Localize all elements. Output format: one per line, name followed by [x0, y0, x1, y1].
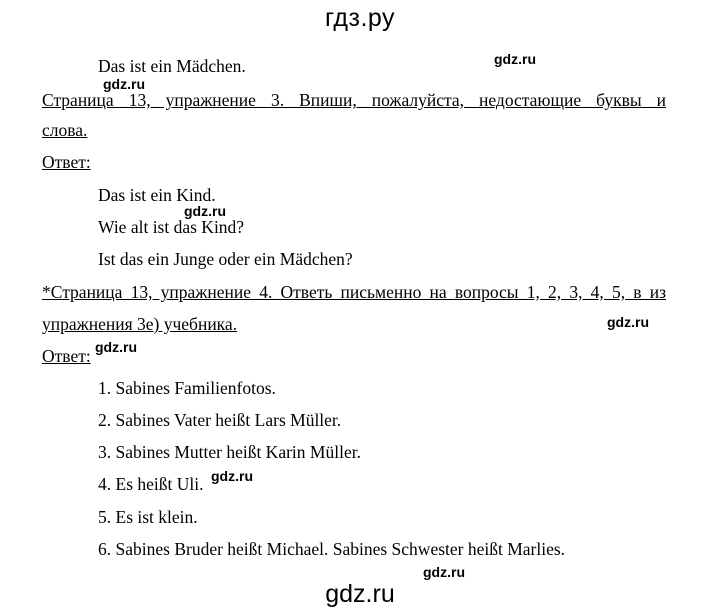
- exercise-3-answer-2: Wie alt ist das Kind?: [98, 217, 245, 237]
- exercise-4-answer-4: 4. Es heißt Uli.: [98, 474, 204, 494]
- watermark: gdz.ru: [494, 51, 536, 67]
- watermark: gdz.ru: [103, 76, 145, 92]
- exercise-4-answer-6: 6. Sabines Bruder heißt Michael. Sabines Schwester heißt Marlies.: [98, 539, 566, 559]
- exercise-4-answer-2: 2. Sabines Vater heißt Lars Müller.: [98, 410, 342, 430]
- watermark: gdz.ru: [95, 339, 137, 355]
- exercise-3-task-line-2: слова.: [42, 120, 88, 140]
- watermark: gdz.ru: [211, 468, 253, 484]
- exercise-3-task-line-1: Страница 13, упражнение 3. Впиши, пожалуйста, недостающие буквы и: [42, 90, 666, 110]
- site-footer-url: gdz.ru: [325, 580, 395, 608]
- watermark: gdz.ru: [607, 314, 649, 330]
- exercise-3-answer-1: Das ist ein Kind.: [98, 185, 216, 205]
- previous-answer-line: Das ist ein Mädchen.: [98, 56, 246, 76]
- watermark: gdz.ru: [184, 203, 226, 219]
- exercise-4-answer-5: 5. Es ist klein.: [98, 507, 198, 527]
- exercise-4-answer-3: 3. Sabines Mutter heißt Karin Müller.: [98, 442, 361, 462]
- exercise-4-answer-1: 1. Sabines Familienfotos.: [98, 378, 276, 398]
- exercise-3-answer-label: Ответ:: [42, 152, 91, 172]
- watermark: gdz.ru: [423, 564, 465, 580]
- exercise-4-task-line-2: упражнения 3е) учебника.: [42, 314, 238, 334]
- exercise-4-answer-label: Ответ:: [42, 346, 91, 366]
- exercise-4-task-line-1: *Страница 13, упражнение 4. Ответь письменно на вопросы 1, 2, 3, 4, 5, в из: [42, 282, 666, 302]
- site-title: гдз.ру: [324, 4, 396, 32]
- exercise-3-answer-3: Ist das ein Junge oder ein Mädchen?: [98, 249, 353, 269]
